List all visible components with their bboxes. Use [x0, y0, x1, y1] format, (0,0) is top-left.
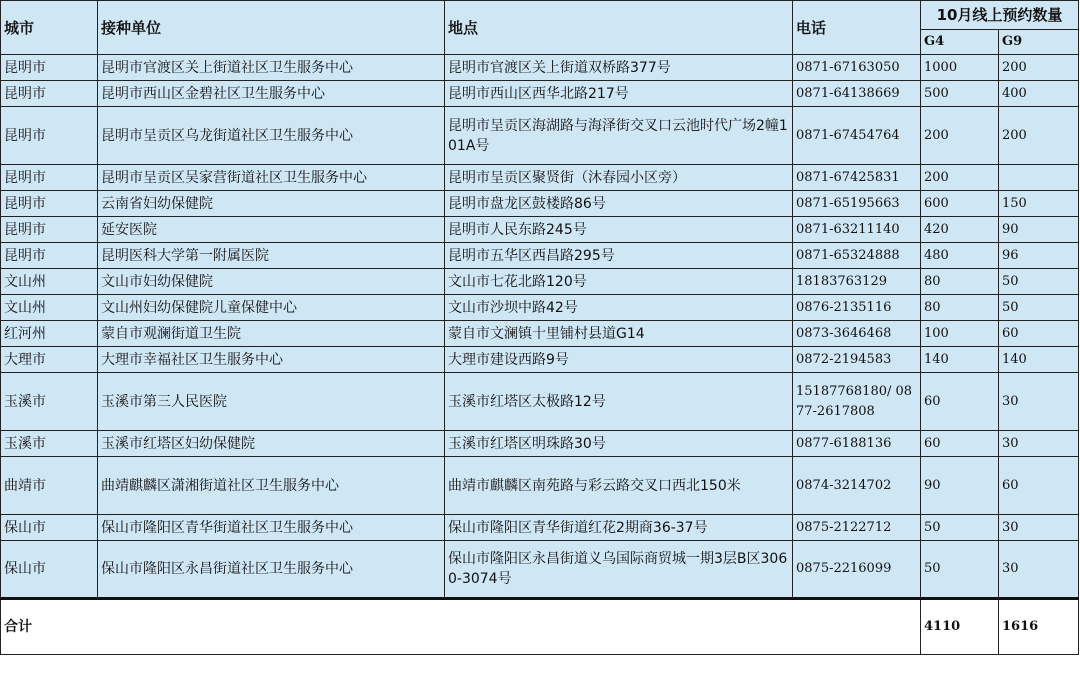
- cell-address: 昆明市呈贡区海湖路与海泽街交叉口云池时代广场2幢101A号: [445, 107, 793, 165]
- cell-g9: 30: [999, 373, 1079, 431]
- table-row: [1, 515, 1079, 541]
- cell-city: 昆明市: [1, 165, 98, 191]
- cell-g4: 480: [921, 243, 999, 269]
- cell-g4: 50: [921, 515, 999, 541]
- cell-city: 昆明市: [1, 107, 98, 165]
- cell-g4: 200: [921, 107, 999, 165]
- cell-unit: 大理市幸福社区卫生服务中心: [98, 347, 445, 373]
- cell-city: 曲靖市: [1, 457, 98, 515]
- cell-phone: 0872-2194583: [793, 347, 921, 373]
- cell-address: 昆明市盘龙区鼓楼路86号: [445, 191, 793, 217]
- table-row: [1, 55, 1079, 81]
- header-address: 地点: [445, 1, 793, 55]
- table-row: [1, 321, 1079, 347]
- cell-g9: 30: [999, 431, 1079, 457]
- table-row: [1, 431, 1079, 457]
- cell-address: 玉溪市红塔区明珠路30号: [445, 431, 793, 457]
- cell-g9: 60: [999, 457, 1079, 515]
- table-row: [1, 243, 1079, 269]
- cell-unit: 蒙自市观澜街道卫生院: [98, 321, 445, 347]
- cell-address: 昆明市人民东路245号: [445, 217, 793, 243]
- cell-g9: 140: [999, 347, 1079, 373]
- cell-unit: 昆明市呈贡区乌龙街道社区卫生服务中心: [98, 107, 445, 165]
- cell-unit: 曲靖麒麟区潇湘街道社区卫生服务中心: [98, 457, 445, 515]
- cell-address: 保山市隆阳区永昌街道义乌国际商贸城一期3层B区3060-3074号: [445, 541, 793, 599]
- cell-address: 蒙自市文澜镇十里铺村县道G14: [445, 321, 793, 347]
- cell-unit: 文山州妇幼保健院儿童保健中心: [98, 295, 445, 321]
- cell-unit: 玉溪市第三人民医院: [98, 373, 445, 431]
- cell-g9: 96: [999, 243, 1079, 269]
- cell-city: 昆明市: [1, 191, 98, 217]
- total-g4: 4110: [921, 599, 999, 655]
- cell-g9: 60: [999, 321, 1079, 347]
- cell-phone: 0875-2122712: [793, 515, 921, 541]
- cell-phone: 0873-3646468: [793, 321, 921, 347]
- cell-g4: 100: [921, 321, 999, 347]
- total-row: [1, 599, 1079, 655]
- cell-g9: 50: [999, 269, 1079, 295]
- cell-city: 昆明市: [1, 55, 98, 81]
- cell-phone: 0877-6188136: [793, 431, 921, 457]
- cell-phone: 0871-67425831: [793, 165, 921, 191]
- cell-unit: 昆明市呈贡区吴家营街道社区卫生服务中心: [98, 165, 445, 191]
- cell-phone: 0874-3214702: [793, 457, 921, 515]
- cell-g9: 30: [999, 541, 1079, 599]
- cell-phone: 0871-65195663: [793, 191, 921, 217]
- cell-g9: 30: [999, 515, 1079, 541]
- cell-address: 玉溪市红塔区太极路12号: [445, 373, 793, 431]
- cell-g9: 400: [999, 81, 1079, 107]
- header-city: 城市: [1, 1, 98, 55]
- cell-g4: 200: [921, 165, 999, 191]
- cell-address: 保山市隆阳区青华街道红花2期商36-37号: [445, 515, 793, 541]
- cell-address: 昆明市五华区西昌路295号: [445, 243, 793, 269]
- cell-city: 昆明市: [1, 243, 98, 269]
- cell-unit: 文山市妇幼保健院: [98, 269, 445, 295]
- header-g4: G4: [921, 30, 999, 55]
- cell-g4: 80: [921, 295, 999, 321]
- cell-g9: 200: [999, 107, 1079, 165]
- table-row: [1, 295, 1079, 321]
- cell-g4: 140: [921, 347, 999, 373]
- cell-g4: 420: [921, 217, 999, 243]
- cell-city: 文山州: [1, 295, 98, 321]
- cell-phone: 18183763129: [793, 269, 921, 295]
- cell-city: 昆明市: [1, 81, 98, 107]
- cell-phone: 0871-67454764: [793, 107, 921, 165]
- cell-unit: 延安医院: [98, 217, 445, 243]
- cell-phone: 0875-2216099: [793, 541, 921, 599]
- cell-city: 保山市: [1, 515, 98, 541]
- cell-unit: 昆明医科大学第一附属医院: [98, 243, 445, 269]
- cell-city: 大理市: [1, 347, 98, 373]
- table-row: [1, 269, 1079, 295]
- cell-address: 昆明市官渡区关上街道双桥路377号: [445, 55, 793, 81]
- cell-phone: 0871-65324888: [793, 243, 921, 269]
- header-g9: G9: [999, 30, 1079, 55]
- table-row: [1, 373, 1079, 431]
- cell-phone: 0871-67163050: [793, 55, 921, 81]
- cell-g4: 600: [921, 191, 999, 217]
- header-unit: 接种单位: [98, 1, 445, 55]
- table-row: [1, 81, 1079, 107]
- table-row: [1, 541, 1079, 599]
- cell-address: 曲靖市麒麟区南苑路与彩云路交叉口西北150米: [445, 457, 793, 515]
- cell-phone: 0871-63211140: [793, 217, 921, 243]
- cell-city: 保山市: [1, 541, 98, 599]
- total-g9: 1616: [999, 599, 1079, 655]
- cell-unit: 保山市隆阳区青华街道社区卫生服务中心: [98, 515, 445, 541]
- cell-g9: 150: [999, 191, 1079, 217]
- cell-city: 昆明市: [1, 217, 98, 243]
- cell-g4: 80: [921, 269, 999, 295]
- cell-phone: 0876-2135116: [793, 295, 921, 321]
- cell-unit: 昆明市西山区金碧社区卫生服务中心: [98, 81, 445, 107]
- cell-g4: 90: [921, 457, 999, 515]
- cell-address: 昆明市西山区西华北路217号: [445, 81, 793, 107]
- cell-g9: [999, 165, 1079, 191]
- header-phone: 电话: [793, 1, 921, 55]
- cell-city: 文山州: [1, 269, 98, 295]
- cell-city: 玉溪市: [1, 373, 98, 431]
- table-row: [1, 347, 1079, 373]
- cell-unit: 昆明市官渡区关上街道社区卫生服务中心: [98, 55, 445, 81]
- table-row: [1, 191, 1079, 217]
- cell-city: 玉溪市: [1, 431, 98, 457]
- cell-address: 昆明市呈贡区聚贤街（沐春园小区旁）: [445, 165, 793, 191]
- table-row: [1, 165, 1079, 191]
- cell-g4: 60: [921, 431, 999, 457]
- cell-g9: 50: [999, 295, 1079, 321]
- table-row: [1, 457, 1079, 515]
- header-booking-group: 10月线上预约数量: [921, 1, 1079, 30]
- cell-unit: 云南省妇幼保健院: [98, 191, 445, 217]
- cell-g4: 60: [921, 373, 999, 431]
- cell-phone: 0871-64138669: [793, 81, 921, 107]
- table-row: [1, 107, 1079, 165]
- cell-address: 文山市七花北路120号: [445, 269, 793, 295]
- cell-g9: 90: [999, 217, 1079, 243]
- cell-g4: 500: [921, 81, 999, 107]
- total-label: 合计: [1, 599, 921, 655]
- cell-unit: 玉溪市红塔区妇幼保健院: [98, 431, 445, 457]
- cell-city: 红河州: [1, 321, 98, 347]
- cell-g9: 200: [999, 55, 1079, 81]
- cell-unit: 保山市隆阳区永昌街道社区卫生服务中心: [98, 541, 445, 599]
- cell-address: 文山市沙坝中路42号: [445, 295, 793, 321]
- table-row: [1, 217, 1079, 243]
- cell-phone: 15187768180/ 0877-2617808: [793, 373, 921, 431]
- cell-g4: 1000: [921, 55, 999, 81]
- cell-address: 大理市建设西路9号: [445, 347, 793, 373]
- cell-g4: 50: [921, 541, 999, 599]
